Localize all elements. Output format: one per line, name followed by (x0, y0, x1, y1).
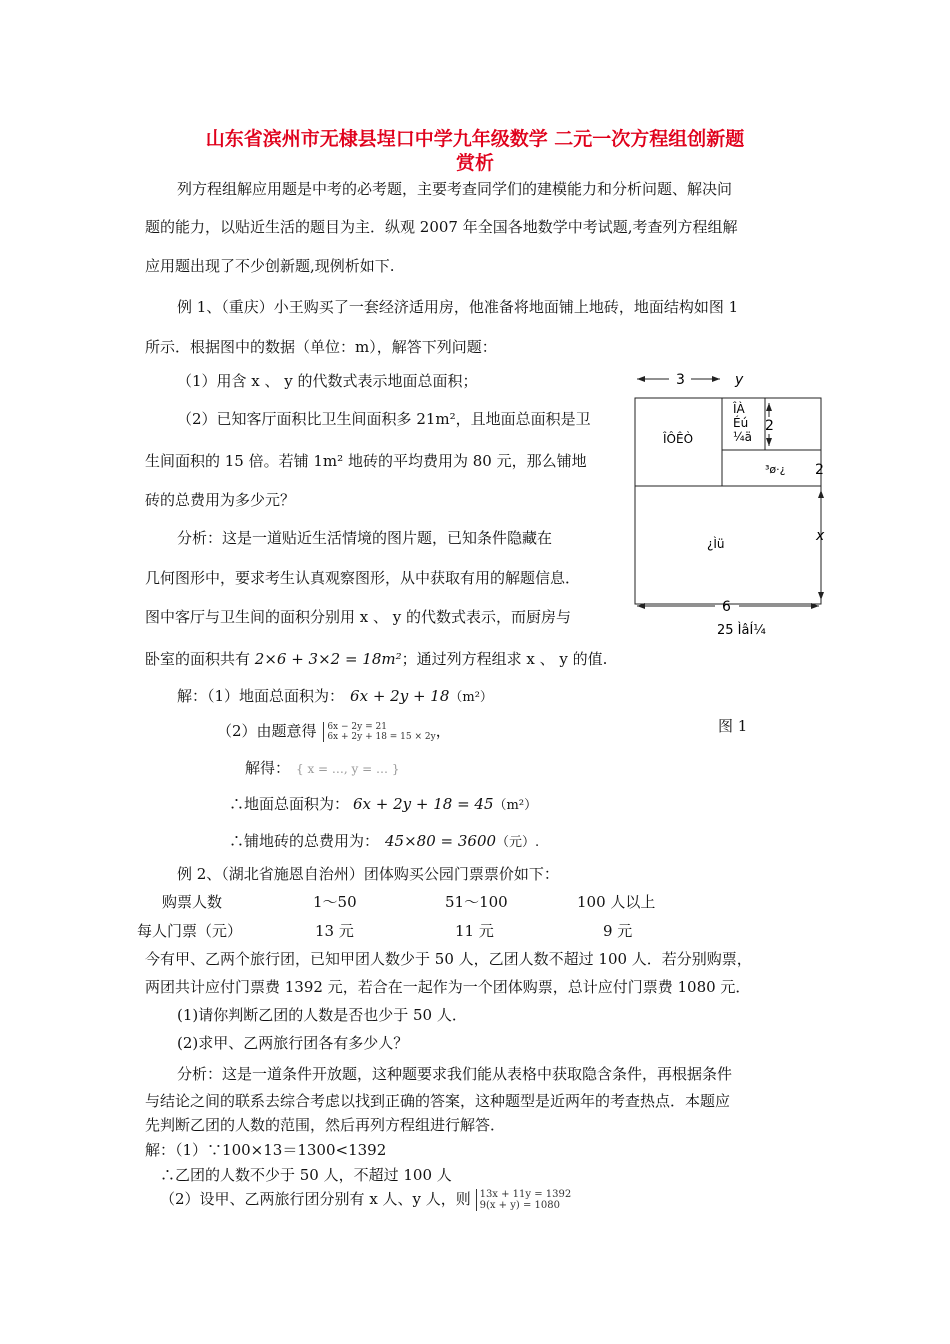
example2-analysis-line-3: 先判断乙团的人数的范围，然后再列方程组进行解答． (145, 1116, 506, 1134)
example2-question-1: (1)请你判断乙团的人数是否也少于 50 人． (177, 1006, 467, 1024)
label-2b: 2 (815, 462, 824, 478)
room-bedroom: ¿Ìü (707, 537, 725, 551)
price-table-cell-1: 每人门票（元） (137, 922, 243, 940)
arrowhead-x-bottom (818, 592, 824, 600)
total-area-label: ∴地面总面积为： (229, 795, 350, 813)
equation-system-2 (476, 1189, 572, 1211)
example1-line-2: 所示．根据图中的数据（单位：m），解答下列问题： (145, 338, 497, 356)
price-table-cell-4: 9 元 (603, 922, 633, 940)
example2-line-1: 例 2、（湖北省施恩自治州）团体购买公园门票票价如下： (177, 865, 559, 883)
price-table-header-1: 购票人数 (162, 893, 223, 911)
example1-analysis-line-4 (145, 648, 607, 669)
label-3: 3 (676, 372, 685, 388)
example1-analysis-line-1: 分析：这是一道贴近生活情境的图片题，已知条件隐藏在 (177, 529, 553, 547)
total-cost-formula: 45×80 = 3600 (385, 832, 497, 850)
example2-solution-1: 解：（1）∵100×13＝1300<1392 (145, 1141, 387, 1159)
equation-system-1-line-2: 6x + 2y + 18 = 15 × 2y (327, 732, 436, 742)
example1-analysis-line-2: 几何图形中，要求考生认真观察图形，从中获取有用的解题信息． (145, 569, 581, 587)
arrowhead-2a-top (766, 403, 772, 411)
floor-outline (635, 398, 821, 604)
solved-label: 解得： (245, 759, 291, 777)
total-cost-unit: （元）. (496, 835, 540, 850)
document-title-line2: 赏析 (455, 152, 494, 174)
intro-line-2: 题的能力，以贴近生活的题目为主．纵观 2007 年全国各地数学中考试题,考查列方程组解 (145, 218, 738, 236)
arrowhead-2a-bottom (766, 438, 772, 446)
equation-system-2-line-1: 13x + 11y = 1392 (479, 1189, 572, 1200)
example2-analysis-line-2: 与结论之间的联系去综合考虑以找到正确的答案，这种题型是近两年的考查热点．本题应 (145, 1092, 731, 1110)
example2-solution-2: ∴乙团的人数不少于 50 人，不超过 100 人 (160, 1166, 452, 1184)
example1-total-area (229, 793, 537, 814)
example2-solution-3 (160, 1188, 571, 1211)
equation-system-1-line-1: 6x − 2y = 21 (327, 722, 387, 732)
arrowhead-x-top (818, 490, 824, 498)
price-table-cell-3: 11 元 (455, 922, 494, 940)
room-bath-line-1: ÎÀ (733, 402, 745, 416)
price-table-header-2: 1～50 (313, 893, 357, 911)
room-bath-line-2: Éú (733, 416, 749, 430)
analysis-text-a: 卧室的面积共有 (145, 650, 255, 668)
example1-question-1: （1）用含 x 、 y 的代数式表示地面总面积； (177, 372, 478, 390)
example1-total-cost (229, 830, 539, 851)
floor-plan-svg (625, 370, 840, 640)
example1-solution-2 (217, 720, 451, 742)
solution-2-label: （2）由题意得 (217, 722, 317, 740)
label-6: 6 (722, 599, 731, 615)
arrowhead-3-left (637, 376, 645, 382)
room-living: ÎÔÊÒ (663, 432, 694, 446)
example2-paragraph-line-2: 两团共计应付门票费 1392 元，若合在一起作为一个团体购票，总计应付门票费 1080 元． (145, 978, 751, 996)
example2-analysis-line-1: 分析：这是一道条件开放题，这种题要求我们能从表格中获取隐含条件，再根据条件 (177, 1065, 733, 1083)
solution-1-label: 解：（1）地面总面积为： (177, 687, 345, 705)
solution-2-comma: ， (435, 722, 451, 740)
example1-question-2-line-3: 砖的总费用为多少元？ (145, 491, 296, 509)
solution-3-text: （2）设甲、乙两旅行团分别有 x 人、y 人，则 (160, 1190, 471, 1208)
analysis-formula: 2×6 + 3×2 = 18m² (254, 650, 402, 668)
example1-line-1: 例 1、（重庆）小王购买了一套经济适用房，他准备将地面铺上地砖，地面结构如图 1 (177, 298, 739, 316)
example2-question-2: (2)求甲、乙两旅行团各有多少人？ (177, 1034, 409, 1052)
room-bath-line-3: ¼ä (733, 430, 752, 444)
intro-line-3: 应用题出现了不少创新题,现例析如下. (145, 257, 395, 275)
equation-system-2-line-2: 9(x + y) = 1080 (479, 1200, 560, 1211)
total-area-formula: 6x + 2y + 18 = 45 (353, 795, 494, 813)
label-y: y (735, 372, 744, 388)
example1-solved (245, 757, 399, 778)
floor-plan-figure (625, 370, 840, 644)
price-table-header-3: 51～100 (445, 893, 508, 911)
total-cost-label: ∴铺地砖的总费用为： (229, 832, 380, 850)
example1-question-2-line-2: 生间面积的 15 倍。若铺 1m² 地砖的平均费用为 80 元，那么铺地 (145, 452, 587, 470)
equation-system-1 (323, 722, 435, 742)
price-table-header-4: 100 人以上 (577, 893, 656, 911)
example1-analysis-line-3: 图中客厅与卫生间的面积分别用 x 、 y 的代数式表示，而厨房与 (145, 608, 572, 626)
solution-1-formula: 6x + 2y + 18 (350, 687, 450, 705)
solution-1-unit: （m²） (449, 690, 493, 705)
intro-line-1: 列方程组解应用题是中考的必考题，主要考查同学们的建模能力和分析问题、解决问 (177, 180, 733, 198)
arrowhead-3-right (712, 376, 720, 382)
figure-inner-caption: 25 ÌâÍ¼ (717, 623, 766, 638)
label-2a: 2 (765, 418, 774, 434)
figure-caption: 图 1 (718, 717, 748, 735)
price-table-cell-2: 13 元 (315, 922, 354, 940)
example2-paragraph-line-1: 今有甲、乙两个旅行团，已知甲团人数少于 50 人，乙团人数不超过 100 人．若分别购票， (145, 950, 752, 968)
analysis-text-b: ；通过列方程组求 x 、 y 的值. (401, 650, 608, 668)
example1-solution-1 (177, 685, 493, 706)
total-area-unit: （m²） (493, 798, 538, 813)
document-title-line1: 山东省滨州市无棣县埕口中学九年级数学 二元一次方程组创新题 (205, 128, 745, 150)
example1-question-2-line-1: （2）已知客厅面积比卫生间面积多 21m²，且地面总面积是卫 (177, 410, 591, 428)
room-kitchen: ³ø·¿ (765, 463, 786, 476)
label-x: x (816, 528, 825, 544)
solved-formula-faded: { x = …, y = … } (296, 762, 400, 776)
